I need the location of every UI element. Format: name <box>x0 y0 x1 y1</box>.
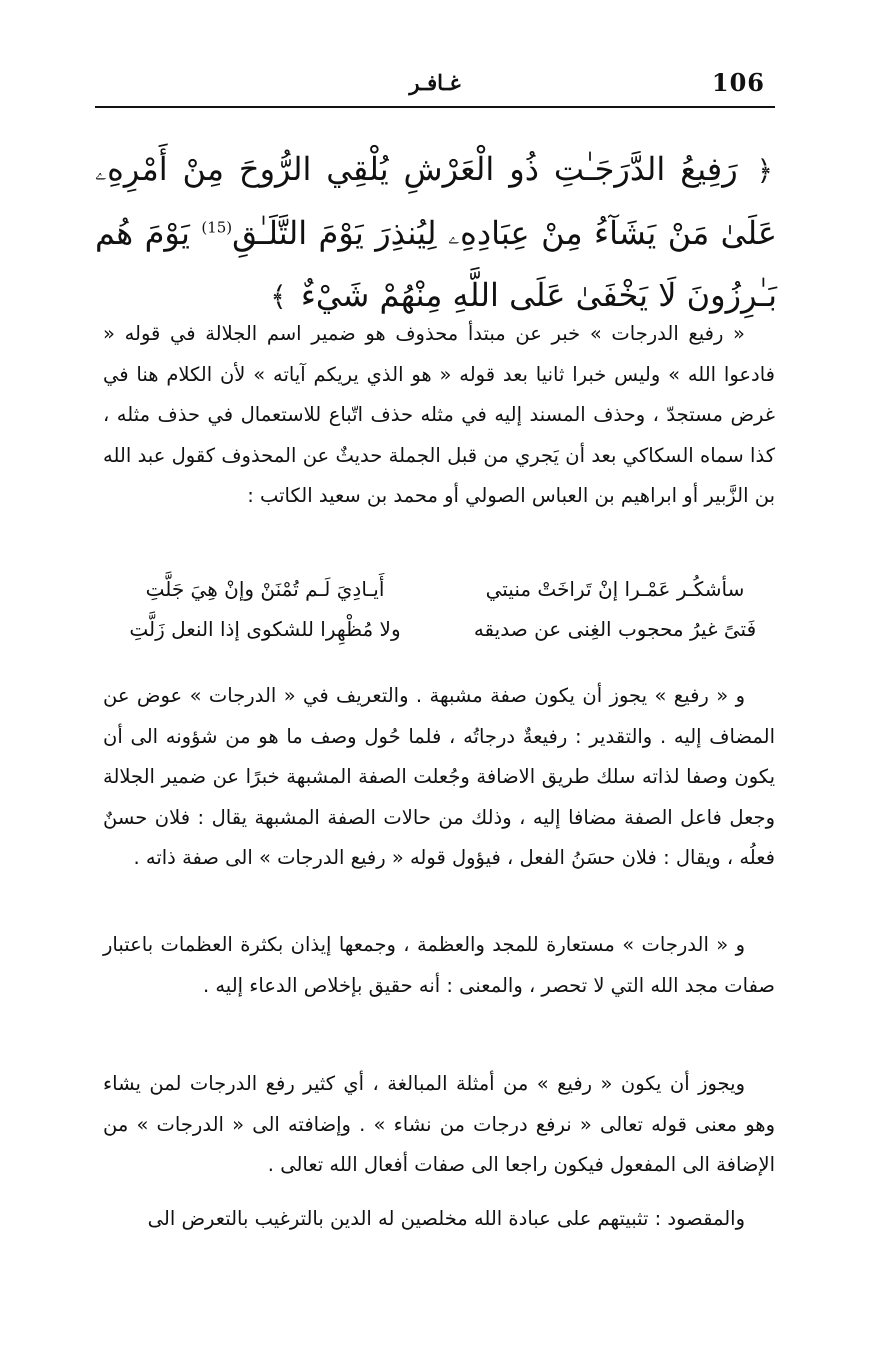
poem-line-2-second-hemistich: ولا مُظْهِرا للشكوى إذا النعل زَلَّتِ <box>129 617 401 641</box>
commentary-paragraph-3 <box>103 925 775 1006</box>
paragraph-text: و « الدرجات » مستعارة للمجد والعظمة ، وجمعها إيذان بكثرة العظمات باعتبار صفات مجد الله التي لا تحصر ، والمعنى : أنه حقيق بإخلاص الدعاء إليه . <box>103 933 775 997</box>
poem-line-2-first-hemistich: فَتىً غيرُ محجوب الغِنى عن صديقه <box>473 617 757 641</box>
running-title: غـافـر <box>409 70 461 95</box>
commentary-paragraph-5 <box>103 1199 775 1240</box>
poem-line-1-second-hemistich: أَيـادِيَ لَـم تُمْنَنْ وإنْ هِيَ جَلَّتِ <box>145 577 385 601</box>
poem-line-1 <box>110 569 770 609</box>
poem-line-2 <box>110 609 770 649</box>
commentary-paragraph-2 <box>103 676 775 879</box>
page-header <box>95 66 775 108</box>
poem-line-1-first-hemistich: سأشكُـر عَمْـرا إنْ تَراخَتْ منيتي <box>485 577 745 601</box>
commentary-paragraph-4 <box>103 1064 775 1186</box>
paragraph-text: والمقصود : تثبيتهم على عبادة الله مخلصين له الدين بالترغيب بالتعرض الى <box>147 1207 745 1230</box>
poem-verses <box>110 569 770 649</box>
paragraph-text: « رفيع الدرجات » خبر عن مبتدأ محذوف هو ضمير اسم الجلالة في قوله « فادعوا الله » وليس خبرا ثانيا بعد قوله « هو الذي يريكم آياته » لأن الكلام هنا في غرض مستجدّ ، وحذف المسند إليه في مثله حذف اتّباع للاستعمال في حذف مثله ، كذا سماه السكاكي بعد أن يَجري من قبل الجملة حديثٌ عن المحذوف كقول عبد الله بن الزَّبير أو ابراهيم بن العباس الصولي أو محمد بن سعيد الكاتب : <box>103 322 775 507</box>
verse-text-part-2: يَوْمَ هُم بَـٰرِزُونَ لَا يَخْفَىٰ عَلَى اللَّهِ مِنْهُمْ شَيْءٌ <box>95 214 777 314</box>
verse-text-part-1: رَفِيعُ الدَّرَجَـٰتِ ذُو الْعَرْشِ يُلْقِي الرُّوحَ مِنْ أَمْرِهِۦ عَلَىٰ مَنْ يَشَآءُ مِنْ عِبَادِهِۦ لِيُنذِرَ يَوْمَ التَّلَـٰقِ <box>95 150 778 252</box>
commentary-paragraph-1 <box>103 314 775 517</box>
quran-verse <box>95 138 777 328</box>
page-number: 106 <box>711 68 765 97</box>
footnote-marker: (15) <box>201 218 233 237</box>
verse-close-bracket: ﴾ <box>270 280 287 313</box>
verse-open-bracket: ﴿ <box>756 154 773 187</box>
paragraph-text: ويجوز أن يكون « رفيع » من أمثلة المبالغة ، أي كثير رفع الدرجات لمن يشاء وهو معنى قوله تعالى « نرفع درجات من نشاء » . وإضافته الى « الدرجات » من الإضافة الى المفعول فيكون راجعا الى صفات أفعال الله تعالى . <box>103 1072 775 1176</box>
paragraph-text: و « رفيع » يجوز أن يكون صفة مشبهة . والتعريف في « الدرجات » عوض عن المضاف إليه . والتقدير : رفيعةٌ درجاتُه ، فلما حُول وصف ما هو من شؤونه الى أن يكون وصفا لذاته سلك طريق الاضافة وجُعلت الصفة المشبهة خبرًا عن ضمير الجلالة وجعل فاعل الصفة مضافا إليه ، وذلك من حالات الصفة المشبهة يقال : فلان حسنٌ فعلُه ، ويقال : فلان حسَنُ الفعل ، فيؤول قوله « رفيع الدرجات » الى صفة ذاته . <box>103 684 775 869</box>
